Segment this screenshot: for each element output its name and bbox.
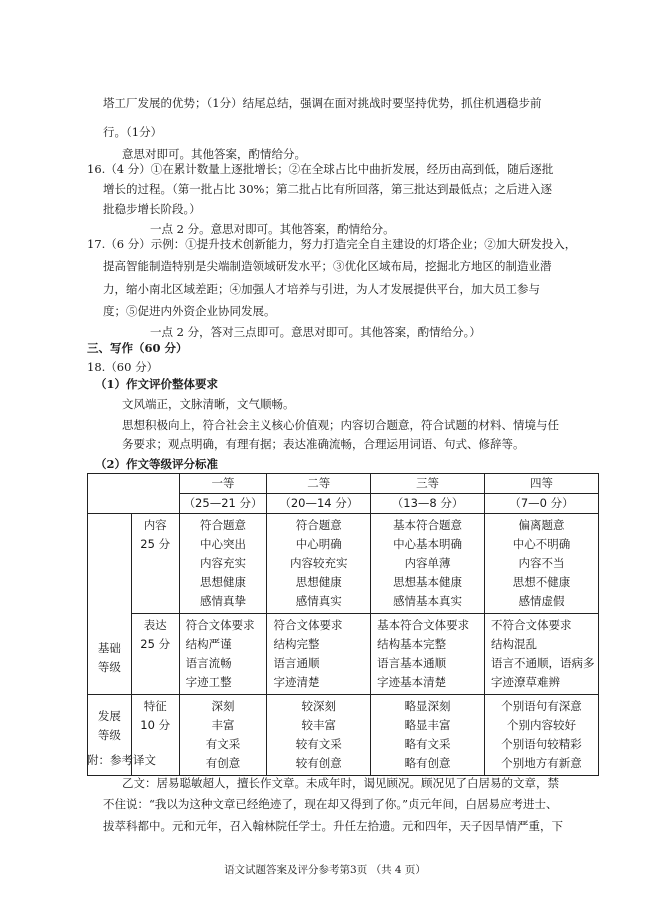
basic-level-label: 基础 等级 xyxy=(88,514,132,695)
question-16-line: 一点 2 分。意思对即可。其他答案，酌情给分。 xyxy=(150,222,395,236)
expression-cell: 符合文体要求 结构严谨 语言流畅 字迹工整 xyxy=(179,614,267,695)
appendix-heading: 附：参考译文 xyxy=(87,753,156,767)
question-17-line: 力，缩小南北区域差距；④加强人才培养与引进，为人才发展提供平台，加大员工参与 xyxy=(103,282,540,296)
question-17-line: 提高智能制造特别是尖端制造领域研发水平；③优化区域布局，挖掘北方地区的制造业潜 xyxy=(103,259,552,273)
question-16-line: 16.（4 分）①在累计数量上逐批增长；②在全球占比中曲折发展，经历由高到低，随后逐批 xyxy=(87,162,554,176)
requirement-line: 务要求；观点明确，有理有据；表达准确流畅，合理运用词语、句式、修辞等。 xyxy=(122,437,525,451)
translation-line: 拔萃科都中。元和元年，召入翰林院任学士。升任左拾遗。元和四年，天子因旱情严重，下 xyxy=(103,819,563,833)
page-footer: 语文试题答案及评分参考第3页 （共 4 页） xyxy=(224,864,426,876)
content-cell: 基本符合题意 中心基本明确 内容单薄 思想基本健康 感情基本真实 xyxy=(371,514,485,614)
question-16-line: 批稳步增长阶段。） xyxy=(103,202,201,216)
standard-heading: （2）作文等级评分标准 xyxy=(95,457,219,471)
expression-cell: 不符合文体要求 结构混乱 语言不通顺，语病多 字迹潦草难辨 xyxy=(484,614,598,695)
section-heading: 三、写作（60 分） xyxy=(87,341,188,355)
table-corner xyxy=(88,474,180,514)
text-line: 塔工厂发展的优势；（1分）结尾总结，强调在面对挑战时要坚持优势，抓住机遇稳步前 xyxy=(103,96,542,110)
features-label: 特征 10 分 xyxy=(131,695,179,776)
question-18-heading: 18.（60 分） xyxy=(87,360,159,374)
grade-range: （20—14 分） xyxy=(267,494,371,514)
requirements-heading: （1）作文评价整体要求 xyxy=(95,377,219,391)
requirement-line: 文风端正，文脉清晰，文气顺畅。 xyxy=(122,397,295,411)
features-cell: 略显深刻 略显丰富 略有文采 略有创意 xyxy=(371,695,485,776)
translation-line: 乙文：居易聪敏超人，擅长作文章。未成年时，谒见顾况。顾况见了白居易的文章，禁 xyxy=(122,776,559,790)
grade-header: 三等 xyxy=(371,474,485,494)
translation-line: 不住说：“我以为这种文章已经绝迹了，现在却又得到了你。”贞元年间，白居易应考进士、 xyxy=(103,797,558,811)
content-cell: 符合题意 中心明确 内容较充实 思想健康 感情真实 xyxy=(267,514,371,614)
features-cell: 较深刻 较丰富 较有文采 较有创意 xyxy=(267,695,371,776)
grading-table xyxy=(87,473,599,776)
grade-header: 四等 xyxy=(484,474,598,494)
grade-range: （7—0 分） xyxy=(484,494,598,514)
question-16-line: 增长的过程。（第一批占比 30%；第二批占比有所回落，第三批达到最低点；之后进入逐 xyxy=(103,182,552,196)
features-cell: 深刻 丰富 有文采 有创意 xyxy=(179,695,267,776)
features-cell: 个别语句有深意 个别内容较好 个别语句较精彩 个别地方有新意 xyxy=(484,695,598,776)
content-label: 内容 25 分 xyxy=(131,514,179,614)
grade-header: 一等 xyxy=(179,474,267,494)
grade-range: （13—8 分） xyxy=(371,494,485,514)
requirement-line: 思想积极向上，符合社会主义核心价值观；内容切合题意，符合试题的材料、情境与任 xyxy=(122,418,559,432)
content-cell: 偏离题意 中心不明确 内容不当 思想不健康 感情虚假 xyxy=(484,514,598,614)
question-17-line: 度；⑤促进内外资企业协同发展。 xyxy=(103,304,276,318)
development-level-label: 发展 等级 xyxy=(88,695,132,776)
expression-cell: 符合文体要求 结构完整 语言通顺 字迹清楚 xyxy=(267,614,371,695)
grade-range: （25—21 分） xyxy=(179,494,267,514)
expression-cell: 基本符合文体要求 结构基本完整 语言基本通顺 字迹基本清楚 xyxy=(371,614,485,695)
question-17-line: 一点 2 分，答对三点即可。意思对即可。其他答案，酌情给分。） xyxy=(150,325,481,339)
grade-header: 二等 xyxy=(267,474,371,494)
text-line: 行。（1分） xyxy=(103,125,163,139)
question-17-line: 17.（6 分）示例：①提升技术创新能力，努力打造完全自主建设的灯塔企业；②加大研发投入， xyxy=(87,237,577,251)
content-cell: 符合题意 中心突出 内容充实 思想健康 感情真挚 xyxy=(179,514,267,614)
text-line: 意思对即可。其他答案，酌情给分。 xyxy=(122,147,306,161)
expression-label: 表达 25 分 xyxy=(131,614,179,695)
